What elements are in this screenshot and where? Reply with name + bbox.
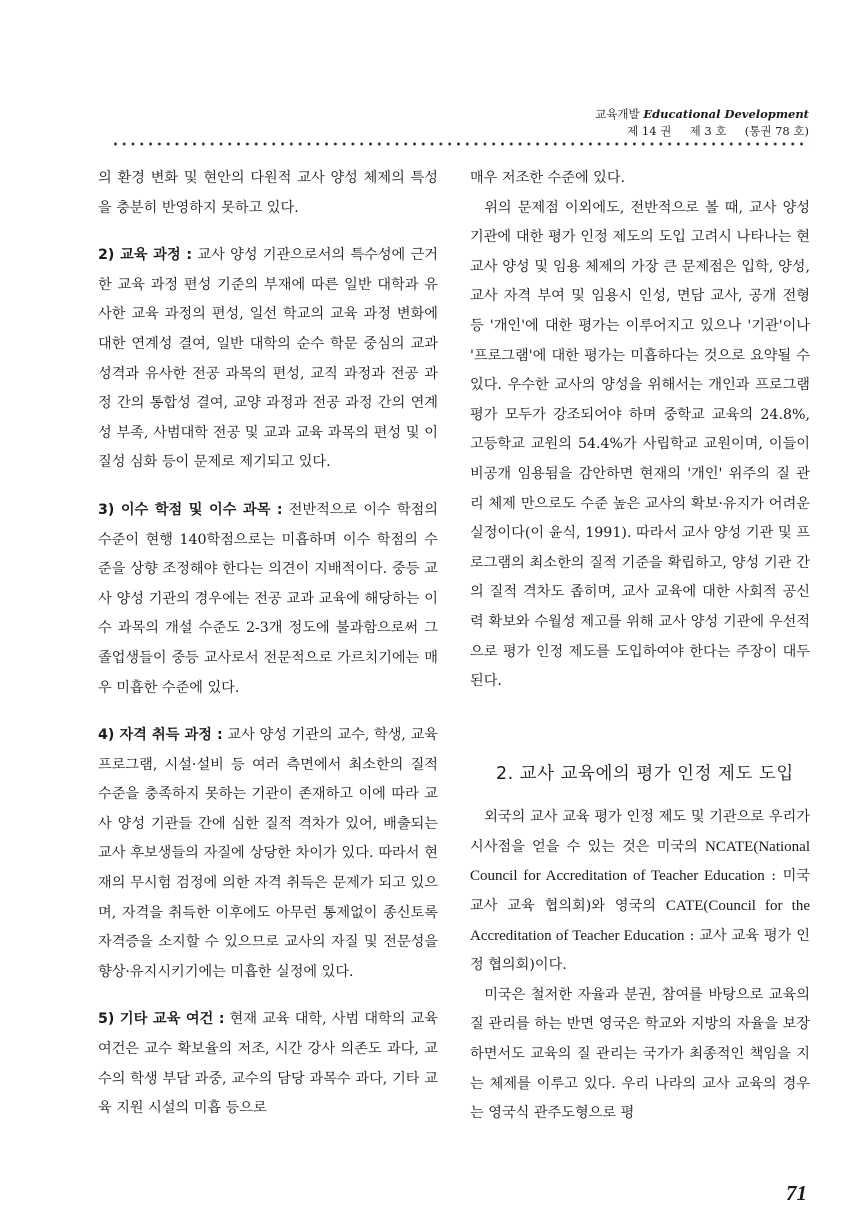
journal-header <box>595 106 809 140</box>
journal-title-line <box>595 106 809 123</box>
credits-body: 전반적으로 이수 학점의 수준이 현행 140학점으로는 미흡하며 이수 학점의 수준을 상향 조정해야 한다는 의견이 지배적이다. 중등 교사 양성 기관의 경우에는 전공 교과 교육에 해당하는 이수 과목의 개설 수준도 2-3개 정도에 불과함으로써 그 졸업생들이 중등 교사로서 전문적으로 가르치기에는 매우 미흡한 수준에 있다. <box>98 501 438 696</box>
dotted-divider <box>111 141 809 147</box>
credits-heading: 3) 이수 학점 및 이수 과목 : <box>98 501 283 518</box>
page-number: 71 <box>786 1181 807 1205</box>
left-paragraph-curriculum <box>98 241 438 478</box>
certification-body: 교사 양성 기관의 교수, 학생, 교육 프로그램, 시설·설비 등 여러 측면에서 최소한의 질적 수준을 충족하지 못하는 기관이 존재하고 이에 따라 교사 양성 기관들 간에 심한 질적 격차가 있어, 배출되는 교사 후보생들의 자질에 상당한 차이가 있다. 따라서 현재의 무시험 검정에 의한 자격 취득은 문제가 되고 있으며, 자격을 취득한 이후에도 아무런 통제없이 종신토록 자격증을 소지할 수 있으므로 교사의 자질 및 전문성을 향상·유지시키기에는 미흡한 실정에 있다. <box>98 727 438 980</box>
journal-issue-line <box>595 123 809 140</box>
certification-heading: 4) 자격 취득 과정 : <box>98 727 223 744</box>
right-paragraph-foreign <box>470 803 810 981</box>
journal-volume: 제 14 권 <box>627 124 672 138</box>
right-paragraph-problems: 위의 문제점 이외에도, 전반적으로 볼 때, 교사 양성 기관에 대한 평가 인정 제도의 도입 고려시 나타나는 현 교사 양성 및 임용 체제의 가장 큰 문제점은 입학, 양성, 교사 자격 부여 및 임용시 인성, 면담 교사, 공개 전형 등 '개인'에 대한 평가는 이루어지고 있으나 '기관'이나 '프로그램'에 대한 평가는 미흡하다는 것으로 요약될 수 있다. 우수한 교사의 양성을 위해서는 개인과 프로그램 평가 모두가 강조되어야 하며 중학교 교육의 24.8%, 고등학교 교원의 54.4%가 사립학교 교원이며, 이들이 비공개 임용됨을 감안하면 현재의 '개인' 위주의 질 관리 체제 만으로도 수준 높은 교사의 확보·유지가 어려운 실정이다(이 윤식, 1991). 따라서 교사 양성 기관 및 프로그램의 최소한의 질적 기준을 확립하고, 양성 기관 간의 질적 격차도 좁히며, 교사 교육에 대한 사회적 공신력 확보와 수월성 제고를 위해 교사 양성 기관에 우선적으로 평가 인정 제도를 도입하여야 한다는 주장이 대두된다. <box>470 199 810 690</box>
foreign-text-a: 외국의 교사 교육 평가 인정 제도 및 기관으로 우리가 시사점을 얻을 수 있는 것은 미국의 <box>470 809 810 855</box>
conditions-heading: 5) 기타 교육 여건 : <box>98 1011 225 1028</box>
ncate-name: NCATE(National Council for Accreditation of Teacher Education <box>470 838 810 885</box>
foreign-text-b: : 미국 교사 교육 협의회)와 영국의 <box>470 868 810 915</box>
right-column <box>470 164 810 1129</box>
journal-total-issue: (통권 78 호) <box>744 124 809 138</box>
right-paragraph-0: 매우 저조한 수준에 있다. <box>470 170 626 186</box>
journal-name-ko: 교육개발 <box>595 107 640 121</box>
left-paragraph-conditions <box>98 1005 438 1123</box>
left-paragraph-0: 의 환경 변화 및 현안의 다원적 교사 양성 체제의 특성을 충분히 반영하지 못하고 있다. <box>98 170 438 216</box>
foreign-text-c: : 교사 교육 평가 인정 협의회)이다. <box>470 927 810 974</box>
journal-name-en: Educational Development <box>643 107 809 121</box>
left-paragraph-credits <box>98 496 438 703</box>
left-column <box>98 164 438 1124</box>
section-title: 2. 교사 교육에의 평가 인정 제도 도입 <box>496 763 794 784</box>
curriculum-body: 교사 양성 기관으로서의 특수성에 근거한 교육 과정 편성 기준의 부재에 따른 일반 대학과 유사한 교육 과정의 편성, 일선 학교의 교육 과정 변화에 대한 연계성 결여, 일반 대학의 순수 학문 중심의 교과 성격과 유사한 전공 과목의 편성, 교직 과정과 전공 과정 간의 통합성 결여, 교양 과정과 전공 과정 간의 연계성 부족, 사범대학 전공 및 교과 교육 과목의 편성 및 이질성 심화 등이 문제로 제기되고 있다. <box>98 247 438 471</box>
right-paragraph-us-uk: 미국은 철저한 자율과 분권, 참여를 바탕으로 교육의 질 관리를 하는 반면 영국은 학교와 지방의 자율을 보장하면서도 교육의 질 관리는 국가가 최종적인 책임을 지는 체제를 이루고 있다. 우리 나라의 교사 교육의 경우는 영국식 관주도형으로 평 <box>470 986 810 1122</box>
curriculum-heading: 2) 교육 과정 : <box>98 247 193 264</box>
left-paragraph-certification <box>98 721 438 987</box>
journal-issue: 제 3 호 <box>689 124 727 138</box>
cate-name: CATE(Council for the Accreditation of Teacher Education <box>470 898 810 944</box>
conditions-body: 현재 교육 대학, 사범 대학의 교육 여건은 교수 확보율의 저조, 시간 강사 의존도 과다, 교수의 학생 부담 과중, 교수의 담당 과목수 과다, 기타 교육 지원 시설의 미흡 등으로 <box>98 1011 438 1117</box>
